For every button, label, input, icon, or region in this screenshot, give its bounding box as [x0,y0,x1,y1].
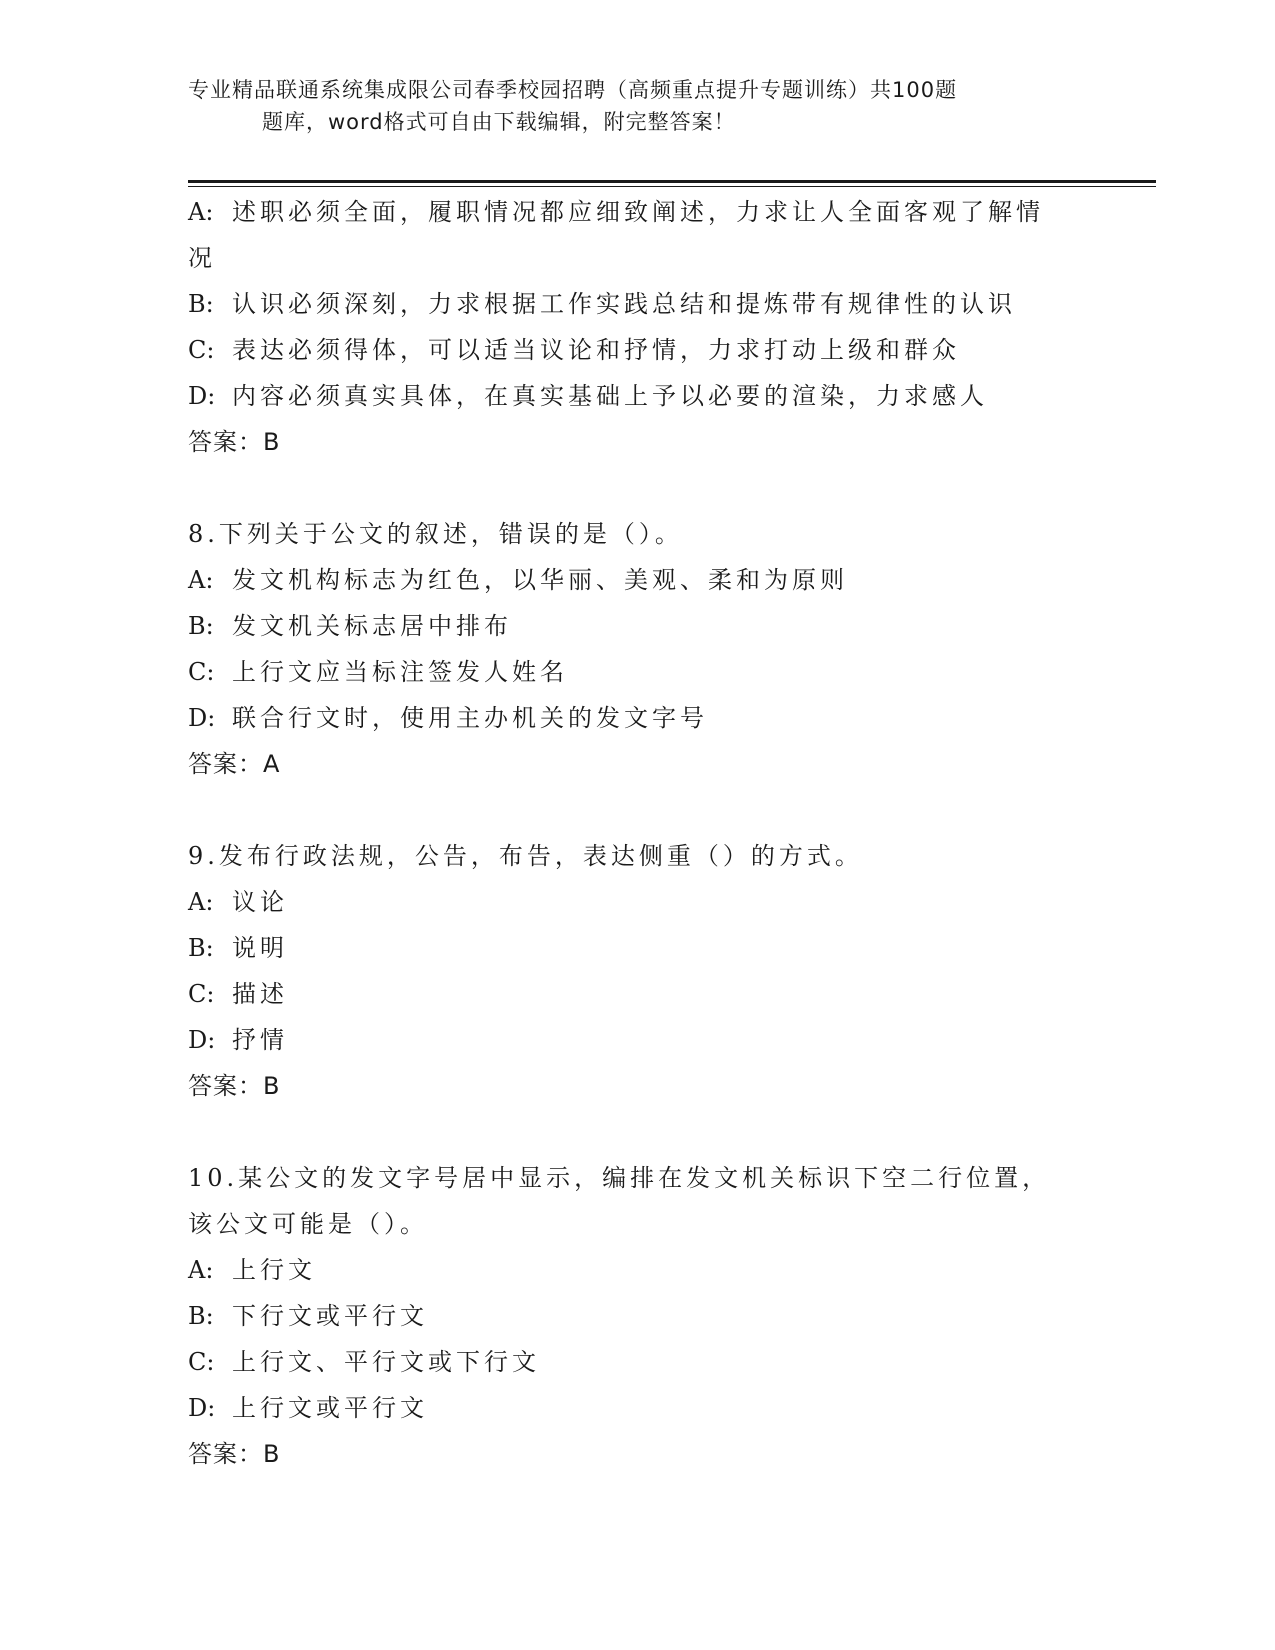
option-text: 表达必须得体，可以适当议论和抒情，力求打动上级和群众 [232,336,960,364]
option-text: 况 [188,244,216,272]
spacer [188,1109,1088,1155]
option-key: D: [188,1026,216,1054]
option-text: 认识必须深刻，力求根据工作实践总结和提炼带有规律性的认识 [232,290,1016,318]
option-text: 议论 [232,888,288,916]
option-d [188,1385,1088,1431]
option-d [188,1017,1088,1063]
header-title-line1: 专业精品联通系统集成限公司春季校园招聘（高频重点提升专题训练）共100题 [188,78,958,102]
option-key: A: [188,888,214,916]
option-a [188,189,1088,235]
option-c [188,1339,1088,1385]
option-text: 发文机关标志居中排布 [232,612,512,640]
question-10 [188,1155,1088,1477]
option-text: 联合行文时，使用主办机关的发文字号 [232,704,708,732]
question-text: 8.下列关于公文的叙述，错误的是（）。 [188,520,683,548]
option-text: 上行文、平行文或下行文 [232,1348,540,1376]
option-b [188,603,1088,649]
header-rule-thick [188,180,1156,183]
question-9 [188,833,1088,1109]
header-rule-thin [188,186,1156,187]
header-title-line2: 题库，word格式可自由下载编辑，附完整答案！ [262,110,736,134]
answer: 答案：B [188,1440,281,1468]
option-a [188,879,1088,925]
option-key: C: [188,658,215,686]
option-key: B: [188,612,214,640]
option-c [188,327,1088,373]
option-d [188,695,1088,741]
option-key: A: [188,566,214,594]
option-text: 上行文应当标注签发人姓名 [232,658,568,686]
option-key: C: [188,980,215,1008]
option-b [188,925,1088,971]
option-text: 发文机构标志为红色，以华丽、美观、柔和为原则 [232,566,848,594]
option-key: C: [188,336,215,364]
option-text: 描述 [232,980,288,1008]
option-text: 内容必须真实具体，在真实基础上予以必要的渲染，力求感人 [232,382,988,410]
option-b [188,1293,1088,1339]
answer: 答案：B [188,1072,281,1100]
question-8 [188,511,1088,787]
document-header [188,74,1068,138]
option-a [188,557,1088,603]
spacer [188,787,1088,833]
option-b [188,281,1088,327]
question-7 [188,189,1088,465]
option-key: C: [188,1348,215,1376]
option-key: B: [188,934,214,962]
option-text: 上行文或平行文 [232,1394,428,1422]
option-d [188,373,1088,419]
answer: 答案：A [188,750,281,778]
option-c [188,971,1088,1017]
option-key: B: [188,290,214,318]
option-text: 抒情 [232,1026,288,1054]
option-key: A: [188,198,214,226]
option-a [188,1247,1088,1293]
question-text-line2: 该公文可能是（）。 [188,1210,428,1238]
option-key: D: [188,1394,216,1422]
answer: 答案：B [188,428,281,456]
option-key: D: [188,382,216,410]
option-text: 述职必须全面，履职情况都应细致阐述，力求让人全面客观了解情 [232,198,1044,226]
option-c [188,649,1088,695]
option-key: A: [188,1256,214,1284]
option-text: 说明 [232,934,288,962]
option-key: B: [188,1302,214,1330]
option-key: D: [188,704,216,732]
spacer [188,465,1088,511]
question-text: 9.发布行政法规，公告，布告，表达侧重（）的方式。 [188,842,863,870]
option-text: 下行文或平行文 [232,1302,428,1330]
option-text: 上行文 [232,1256,316,1284]
question-list [188,189,1088,1477]
question-text-line1: 10.某公文的发文字号居中显示，编排在发文机关标识下空二行位置， [188,1164,1051,1192]
option-a-continued [188,235,1088,281]
